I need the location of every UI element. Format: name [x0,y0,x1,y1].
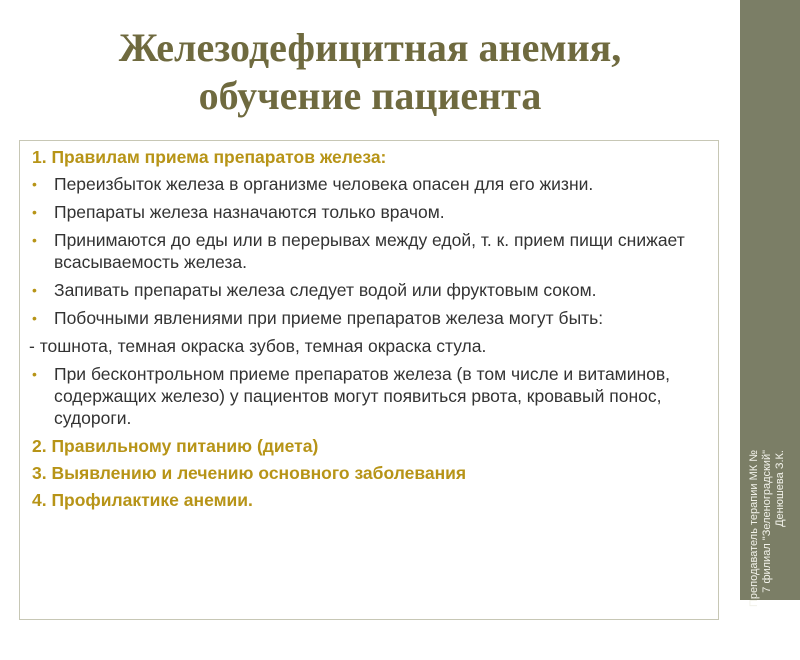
bullet-icon: • [32,366,37,382]
heading-diet: 2. Правильному питанию (диета) [32,436,319,456]
title-line-2: обучение пациента [198,73,542,118]
bullet-icon: • [32,204,37,220]
list-item: • Переизбыток железа в организме человека опасен для его жизни. [32,174,594,194]
author-credit [748,450,792,660]
list-item: • Принимаются до еды или в перерывах между едой, т. к. прием пищи снижает всасываемость железа. [32,230,685,272]
bullet-icon: • [32,232,37,248]
bullet-icon: • [32,176,37,192]
slide-title [30,24,710,120]
author-credit-line-1: Преподаватель терапии МК № [748,450,760,607]
author-credit-line-2: 7 филиал "Зеленоградский" [761,450,773,593]
heading-prevention: 4. Профилактике анемии. [32,490,253,510]
heading-underlying-disease: 3. Выявлению и лечению основного заболевания [32,463,467,483]
author-credit-line-3: Денюшева З.К. [774,450,786,527]
bullet-icon: • [32,282,37,298]
list-item: • Препараты железа назначаются только врачом. [32,202,445,222]
list-item: • Запивать препараты железа следует водой или фруктовым соком. [32,280,597,300]
bullet-icon: • [32,310,37,326]
heading-iron-intake-rules: 1. Правилам приема препаратов железа: [32,147,387,167]
list-item: • Побочными явлениями при приеме препаратов железа могут быть: [32,308,604,328]
title-line-1: Железодефицитная анемия, [118,25,622,70]
list-item: • При бесконтрольном приеме препаратов железа (в том числе и витаминов, содержащих железо) у пациентов могут появиться рвота, кровавый понос, судороги. [32,364,671,428]
content-body [29,146,712,516]
side-effects-line: - тошнота, темная окраска зубов, темная окраска стула. [29,336,487,356]
